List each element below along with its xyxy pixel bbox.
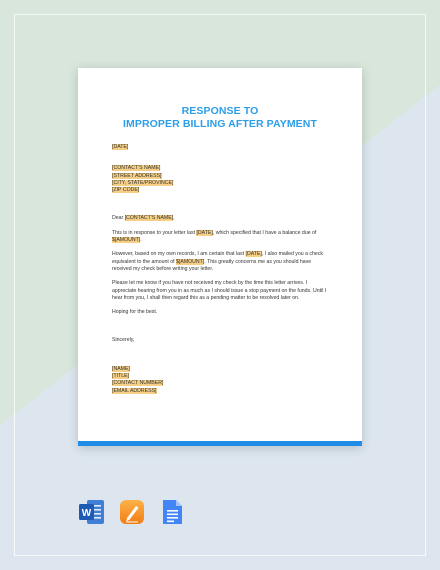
title-line-1: RESPONSE TO — [181, 105, 259, 117]
date-placeholder: [DATE] — [112, 144, 129, 150]
letter-body — [112, 144, 328, 395]
p1-date-placeholder: [DATE] — [196, 229, 213, 236]
svg-text:W: W — [81, 508, 92, 520]
salutation: Dear [CONTACT'S NAME], — [112, 215, 175, 222]
contact-name-placeholder: [CONTACT'S NAME] — [112, 165, 161, 172]
document-title — [78, 105, 362, 131]
p2-amount-placeholder: $[AMOUNT] — [176, 258, 205, 265]
paragraph-3: Please let me know if you have not received my check by the time this letter arrives. I appreciate hearing from you in as much as I should issue a stop payment on the funds. Until I hear from you, I shall then regard this as a pending matter to be resolved later on. — [112, 280, 327, 301]
page-accent-bar — [78, 441, 362, 446]
city-placeholder: [CITY, STATE/PROVINCE] — [112, 179, 174, 186]
word-icon[interactable] — [78, 498, 106, 526]
pages-icon[interactable] — [118, 498, 146, 526]
zip-code-placeholder: [ZIP CODE] — [112, 187, 140, 194]
signature-title-placeholder: [TITLE] — [112, 373, 130, 380]
paragraph-4: Hoping for the best. — [112, 309, 158, 316]
signature-contact-number-placeholder: [CONTACT NUMBER] — [112, 380, 164, 387]
salutation-name-placeholder: [CONTACT'S NAME] — [124, 215, 174, 222]
paragraph-2: However, based on my own records, I am certain that last [DATE], I also mailed you a check equivalent to the amount of $[AMOUNT]. This greatly concerns me as you should have received my check before writing your letter. — [112, 251, 323, 272]
signature-email-placeholder: [EMAIL ADDRESS] — [112, 387, 157, 394]
document-page — [78, 68, 362, 446]
p2-date-placeholder: [DATE] — [245, 251, 262, 258]
p1-amount-placeholder: $[AMOUNT] — [112, 237, 141, 244]
closing: Sincerely, — [112, 337, 135, 344]
signature-name-placeholder: [NAME] — [112, 365, 130, 372]
paragraph-1: This is in response to your letter last [DATE], which specified that I have a balance due of $[AMOUNT]. — [112, 229, 317, 244]
title-line-2: IMPROPER BILLING AFTER PAYMENT — [123, 118, 317, 130]
google-docs-icon[interactable] — [158, 498, 186, 526]
street-address-placeholder: [STREET ADDRESS] — [112, 172, 162, 179]
